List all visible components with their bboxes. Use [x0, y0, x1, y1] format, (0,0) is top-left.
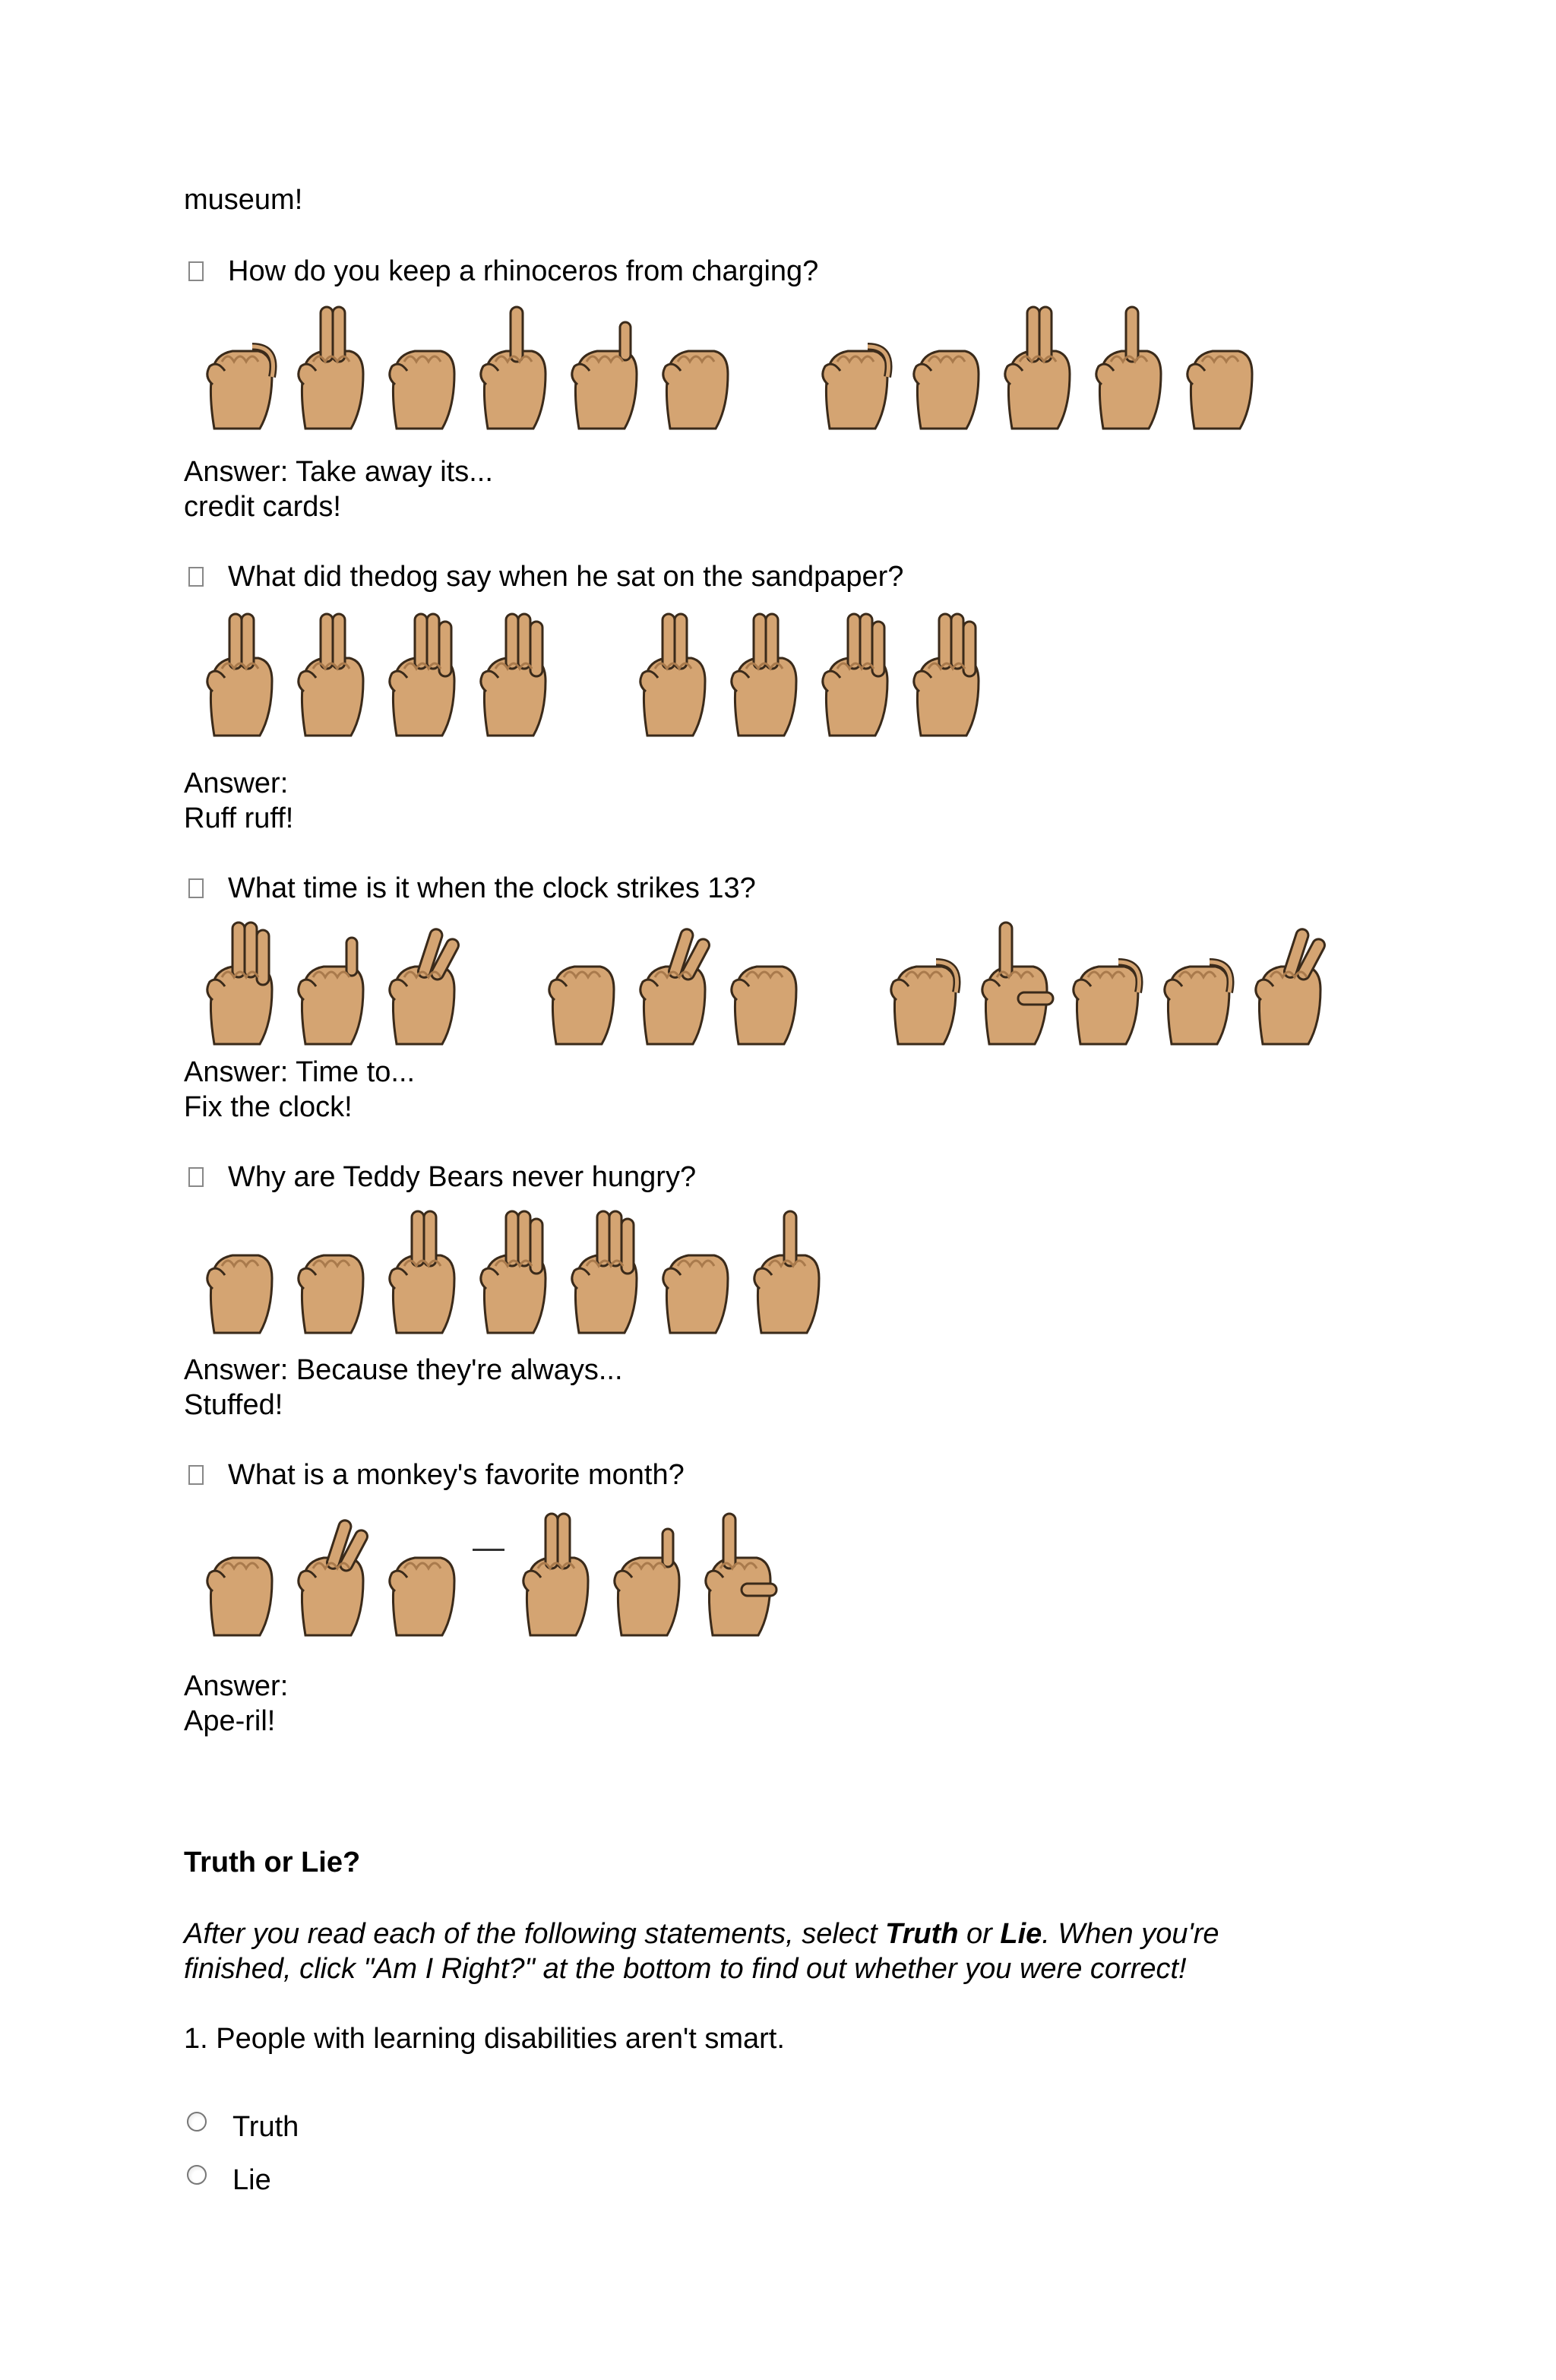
bullet-icon [188, 1167, 204, 1187]
joke-answer-label-5: Answer: [184, 1670, 289, 1702]
joke-answer-text-4: Stuffed! [184, 1389, 283, 1421]
fingerspelling-hand-icon [883, 916, 963, 1046]
fingerspelling-hand-icon [381, 301, 462, 430]
fingerspelling-hand-icon [290, 1508, 371, 1637]
radio-truth-icon[interactable] [187, 2112, 207, 2132]
hyphen-dash [473, 1549, 504, 1551]
fingerspelling-hand-icon [1179, 301, 1260, 430]
joke-answer-text-3: Fix the clock! [184, 1091, 353, 1123]
fingerspelling-row-2 [199, 608, 997, 737]
fingerspelling-hand-icon [1156, 916, 1237, 1046]
joke-answer-text-1: credit cards! [184, 491, 341, 523]
fingerspelling-hand-icon [290, 916, 371, 1046]
fingerspelling-hand-icon [655, 301, 735, 430]
option-lie-row[interactable]: Lie [187, 2163, 271, 2198]
joke-answer-text-5: Ape-ril! [184, 1705, 276, 1737]
fingerspelling-hand-icon [1088, 301, 1169, 430]
joke-question-4: Why are Teddy Bears never hungry? [184, 1160, 696, 1195]
fingerspelling-hand-icon [290, 1205, 371, 1334]
fingerspelling-hand-icon [697, 1508, 778, 1637]
fingerspelling-row-5 [199, 1508, 789, 1637]
quiz-instructions-line-1: After you read each of the following statements, select Truth or Lie. When you're [184, 1918, 1219, 1950]
fingerspelling-hand-icon [473, 608, 553, 737]
fingerspelling-hand-icon [606, 1508, 687, 1637]
fingerspelling-hand-icon [814, 301, 895, 430]
fingerspelling-hand-icon [1065, 916, 1146, 1046]
intro-tail: museum! [184, 184, 303, 216]
joke-question-3: What time is it when the clock strikes 13? [184, 871, 756, 906]
fingerspelling-row-1 [199, 301, 1270, 430]
fingerspelling-hand-icon [564, 1205, 644, 1334]
fingerspelling-hand-icon [290, 608, 371, 737]
bullet-icon [188, 567, 204, 587]
quiz-instructions-line-2: finished, click "Am I Right?" at the bottom to find out whether you were correct! [184, 1953, 1187, 1985]
fingerspelling-hand-icon [564, 301, 644, 430]
fingerspelling-hand-icon [1248, 916, 1328, 1046]
fingerspelling-hand-icon [199, 301, 280, 430]
fingerspelling-hand-icon [199, 916, 280, 1046]
fingerspelling-hand-icon [290, 301, 371, 430]
fingerspelling-hand-icon [199, 1508, 280, 1637]
fingerspelling-hand-icon [199, 608, 280, 737]
bullet-icon [188, 261, 204, 281]
joke-answer-label-1: Answer: Take away its... [184, 456, 493, 488]
option-truth-row[interactable]: Truth [187, 2109, 299, 2144]
fingerspelling-hand-icon [381, 1508, 462, 1637]
fingerspelling-hand-icon [381, 608, 462, 737]
fingerspelling-hand-icon [814, 608, 895, 737]
joke-answer-label-3: Answer: Time to... [184, 1056, 416, 1088]
fingerspelling-row-4 [199, 1205, 837, 1334]
radio-lie-icon[interactable] [187, 2165, 207, 2185]
joke-answer-label-2: Answer: [184, 767, 289, 799]
fingerspelling-hand-icon [473, 301, 553, 430]
fingerspelling-hand-icon [997, 301, 1077, 430]
quiz-statement-1: 1. People with learning disabilities aren't smart. [184, 2023, 785, 2055]
joke-answer-label-4: Answer: Because they're always... [184, 1354, 623, 1386]
joke-question-5: What is a monkey's favorite month? [184, 1457, 685, 1492]
fingerspelling-hand-icon [723, 916, 804, 1046]
joke-question-2: What did thedog say when he sat on the sandpaper? [184, 559, 903, 594]
bullet-icon [188, 878, 204, 898]
fingerspelling-hand-icon [906, 301, 986, 430]
fingerspelling-hand-icon [381, 916, 462, 1046]
joke-answer-text-2: Ruff ruff! [184, 802, 294, 834]
joke-question-1: How do you keep a rhinoceros from charging? [184, 254, 818, 289]
fingerspelling-hand-icon [655, 1205, 735, 1334]
fingerspelling-hand-icon [746, 1205, 827, 1334]
fingerspelling-hand-icon [515, 1508, 596, 1637]
fingerspelling-hand-icon [906, 608, 986, 737]
fingerspelling-hand-icon [632, 916, 713, 1046]
bullet-icon [188, 1465, 204, 1485]
fingerspelling-hand-icon [381, 1205, 462, 1334]
fingerspelling-hand-icon [199, 1205, 280, 1334]
fingerspelling-hand-icon [974, 916, 1055, 1046]
fingerspelling-hand-icon [723, 608, 804, 737]
fingerspelling-hand-icon [473, 1205, 553, 1334]
fingerspelling-row-3 [199, 916, 1339, 1046]
quiz-title: Truth or Lie? [184, 1847, 361, 1878]
fingerspelling-hand-icon [632, 608, 713, 737]
fingerspelling-hand-icon [541, 916, 621, 1046]
